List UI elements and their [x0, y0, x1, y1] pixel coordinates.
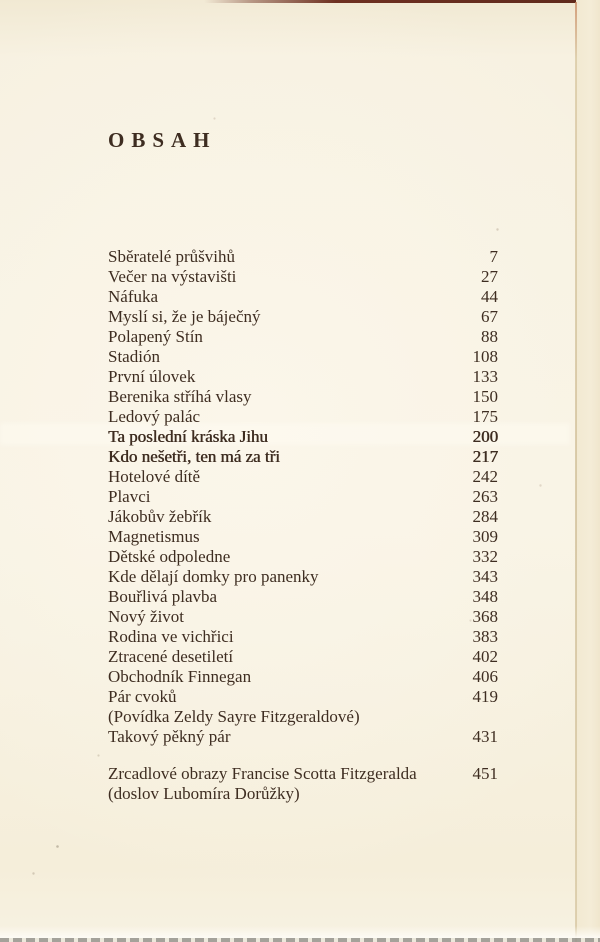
toc-row — [108, 347, 498, 367]
toc-entry-page-number: 27 — [481, 267, 498, 286]
toc-row — [108, 467, 498, 487]
toc-entry-page-number: 200 — [472, 427, 498, 446]
toc-row — [108, 247, 498, 267]
toc-entry-title: Takový pěkný pár — [108, 727, 231, 746]
toc-row — [108, 607, 498, 627]
toc-row — [108, 427, 498, 447]
toc-entry-title: První úlovek — [108, 367, 196, 386]
toc-entry-title: Obchodník Finnegan — [108, 667, 252, 686]
toc-entry-page-number: 263 — [472, 487, 498, 506]
toc-row — [108, 764, 498, 784]
toc-row — [108, 507, 498, 527]
page-title: OBSAH — [108, 128, 217, 152]
toc-entry-title: Náfuka — [108, 287, 159, 306]
toc-row — [108, 784, 498, 804]
toc-entry-page-number: 7 — [489, 247, 498, 266]
toc-row — [108, 567, 498, 587]
toc-entry-page-number: 368 — [472, 607, 498, 626]
toc-entry-title: Zrcadlové obrazy Francise Scotta Fitzgeralda — [108, 764, 417, 783]
toc-entry-page-number: 284 — [472, 507, 498, 526]
toc-entry-page-number: 44 — [481, 287, 498, 306]
page-top-edge — [0, 0, 600, 3]
toc-row — [108, 707, 498, 727]
toc-row — [108, 627, 498, 647]
toc-entry-title: (doslov Lubomíra Dorůžky) — [108, 784, 300, 803]
toc-row — [108, 387, 498, 407]
toc-entry-page-number: 150 — [472, 387, 498, 406]
toc-entry-page-number: 133 — [472, 367, 498, 386]
paper-speckles — [0, 0, 1, 1]
toc-entry-title: Dětské odpoledne — [108, 547, 231, 566]
toc-entry-page-number: 343 — [472, 567, 498, 586]
toc-list — [108, 247, 498, 747]
toc-entry-page-number: 242 — [472, 467, 498, 486]
toc-entry-title: Ta poslední kráska Jihu — [108, 427, 268, 446]
toc-entry-page-number: 451 — [472, 764, 498, 783]
toc-entry-page-number: 309 — [472, 527, 498, 546]
toc-row — [108, 687, 498, 707]
toc-row — [108, 527, 498, 547]
toc-entry-title: Ledový palác — [108, 407, 201, 426]
toc-entry-title: Myslí si, že je báječný — [108, 307, 261, 326]
toc-row — [108, 407, 498, 427]
table-of-contents — [108, 129, 498, 804]
toc-entry-page-number: 419 — [472, 687, 498, 706]
toc-entry-title: Bouřlivá plavba — [108, 587, 218, 606]
toc-entry-title: Sběratelé průšvihů — [108, 247, 235, 266]
toc-entry-page-number: 67 — [481, 307, 498, 326]
toc-row — [108, 447, 498, 467]
toc-row — [108, 587, 498, 607]
toc-row — [108, 267, 498, 287]
toc-entry-title: Kde dělají domky pro panenky — [108, 567, 319, 586]
toc-entry-title: Plavci — [108, 487, 151, 506]
toc-entry-page-number: 175 — [472, 407, 498, 426]
toc-row — [108, 367, 498, 387]
toc-entry-title: Hotelové dítě — [108, 467, 201, 486]
page-bottom-band — [0, 926, 600, 938]
toc-entry-page-number: 402 — [472, 647, 498, 666]
page-edge-line — [575, 2, 577, 942]
toc-entry-title: Jákobův žebřík — [108, 507, 212, 526]
toc-entry-page-number: 217 — [472, 447, 498, 466]
toc-entry-title: Stadión — [108, 347, 160, 366]
toc-entry-page-number: 431 — [472, 727, 498, 746]
toc-entry-page-number: 406 — [472, 667, 498, 686]
toc-entry-title: Ztracené desetiletí — [108, 647, 234, 666]
toc-row — [108, 727, 498, 747]
page-right-margin — [576, 0, 600, 942]
toc-entry-title: (Povídka Zeldy Sayre Fitzgeraldové) — [108, 707, 360, 726]
toc-entry-title: Pár cvoků — [108, 687, 177, 706]
toc-entry-title: Polapený Stín — [108, 327, 203, 346]
toc-row — [108, 667, 498, 687]
toc-entry-title: Berenika stříhá vlasy — [108, 387, 252, 406]
toc-entry-page-number: 88 — [481, 327, 498, 346]
toc-entry-title: Rodina ve vichřici — [108, 627, 234, 646]
toc-entry-title: Nový život — [108, 607, 185, 626]
toc-entry-title: Magnetismus — [108, 527, 200, 546]
toc-row — [108, 327, 498, 347]
toc-entry-page-number: 383 — [472, 627, 498, 646]
toc-row — [108, 487, 498, 507]
toc-entry-page-number: 348 — [472, 587, 498, 606]
toc-appendix-list — [108, 764, 498, 804]
toc-entry-page-number: 332 — [472, 547, 498, 566]
page-bottom-edge — [0, 938, 600, 942]
toc-row — [108, 547, 498, 567]
toc-entry-title: Kdo nešetři, ten má za tři — [108, 447, 280, 466]
toc-row — [108, 307, 498, 327]
toc-entry-page-number: 108 — [472, 347, 498, 366]
toc-row — [108, 647, 498, 667]
toc-row — [108, 287, 498, 307]
toc-entry-title: Večer na výstavišti — [108, 267, 237, 286]
